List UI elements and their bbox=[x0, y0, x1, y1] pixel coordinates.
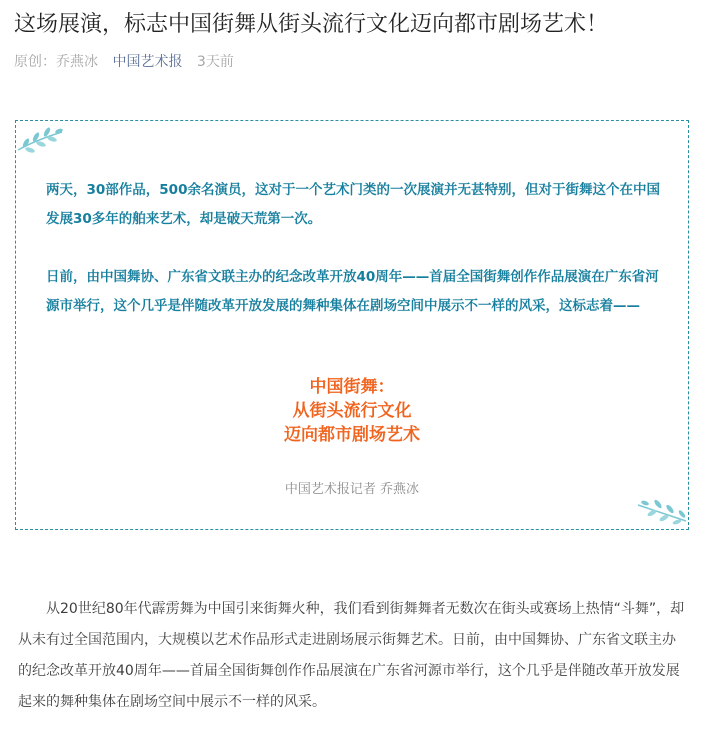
leaf-branch-icon bbox=[16, 126, 64, 154]
body-paragraph-1: 从20世纪80年代霹雳舞为中国引来街舞火种，我们看到街舞舞者无数次在街头或赛场上热情“斗舞”，却从未有过全国范围内，大规模以艺术作品形式走进剧场展示街舞艺术。日前，由中国舞协、广东省文联主办的纪念改革开放40周年——首届全国街舞创作作品展演在广东省河源市举行，这个几乎是伴随改革开放发展起来的舞种集体在剧场空间中展示不一样的风采。 bbox=[18, 601, 685, 710]
headline-line-2: 从街头流行文化 bbox=[292, 401, 412, 421]
headline-line-1: 中国街舞： bbox=[309, 377, 395, 397]
article-meta bbox=[14, 52, 234, 72]
article-title: 这场展演，标志中国街舞从街头流行文化迈向都市剧场艺术！ bbox=[14, 12, 609, 37]
account-link[interactable]: 中国艺术报 bbox=[112, 54, 183, 70]
headline-line-3: 迈向都市剧场艺术 bbox=[284, 425, 420, 445]
intro-paragraph-1: 两天，30部作品，500余名演员，这对于一个艺术门类的一次展演并无甚特别，但对于街舞这个在中国发展30多年的舶来艺术，却是破天荒第一次。 bbox=[46, 182, 660, 227]
publish-time: 3天前 bbox=[196, 54, 234, 70]
reporter-byline: 中国艺术报记者 乔燕冰 bbox=[284, 482, 420, 497]
author-label: 原创：乔燕冰 bbox=[14, 54, 98, 70]
leaf-branch-icon bbox=[636, 499, 688, 525]
intro-box bbox=[15, 120, 689, 530]
intro-paragraph-2: 日前，由中国舞协、广东省文联主办的纪念改革开放40周年——首届全国街舞创作作品展演在广东省河源市举行，这个几乎是伴随改革开放发展的舞种集体在剧场空间中展示不一样的风采，这标志着—— bbox=[46, 269, 659, 314]
feature-headline bbox=[16, 375, 688, 447]
